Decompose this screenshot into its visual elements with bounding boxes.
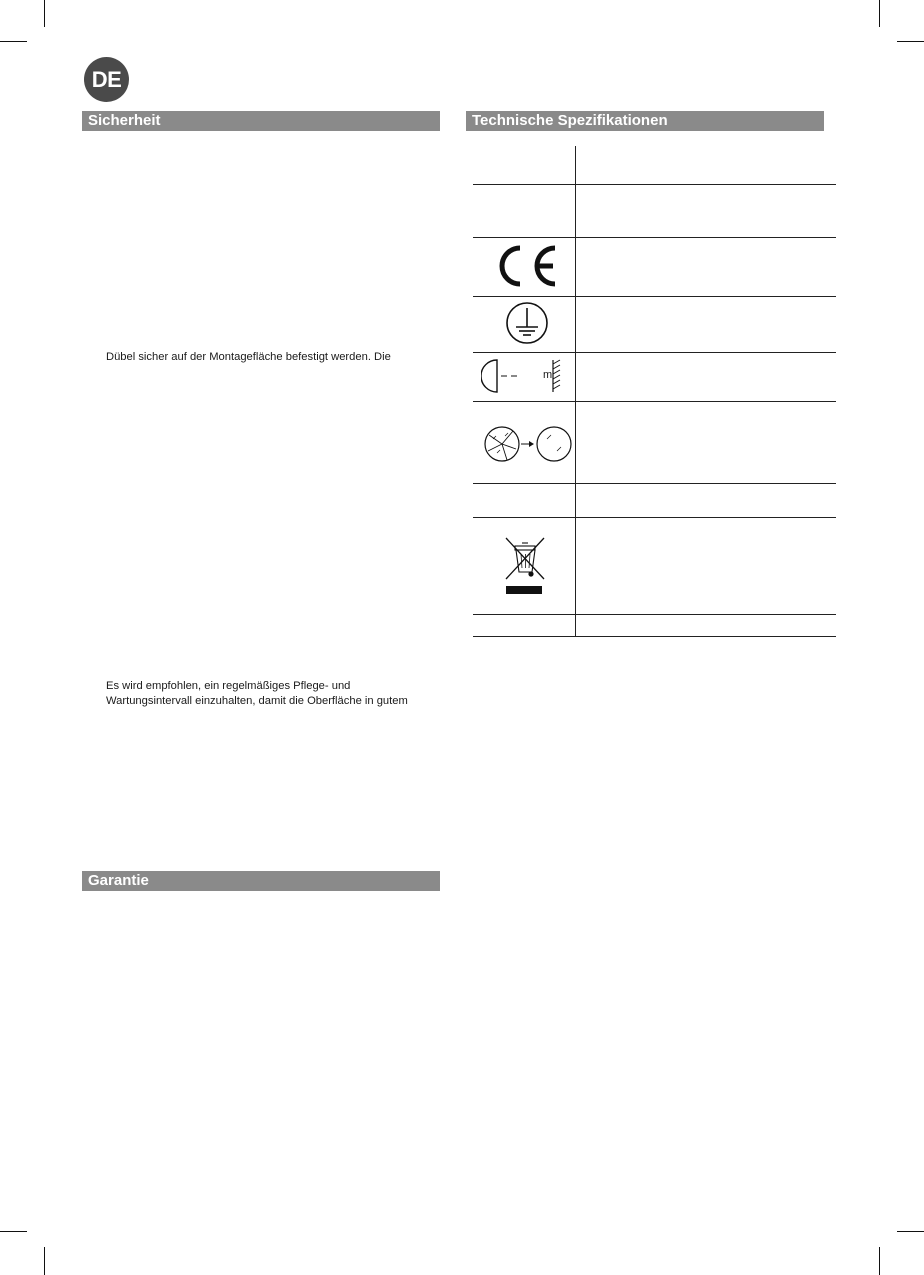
crop-mark bbox=[897, 41, 924, 42]
spec-row-separator bbox=[473, 401, 836, 402]
spec-table-divider bbox=[575, 146, 576, 637]
weee-bin-icon bbox=[502, 532, 550, 598]
spec-row-separator bbox=[473, 237, 836, 238]
spec-row-separator bbox=[473, 184, 836, 185]
distance-unit-label: m bbox=[543, 369, 553, 381]
maintenance-paragraph-line-1: Es wird empfohlen, ein regelmäßiges Pflege- und bbox=[106, 680, 351, 692]
spec-row-separator bbox=[473, 483, 836, 484]
protective-earth-icon bbox=[504, 300, 550, 346]
ce-mark-icon bbox=[490, 243, 560, 289]
section-header-safety: Sicherheit bbox=[82, 111, 440, 131]
crop-mark bbox=[879, 1247, 880, 1275]
spec-row-separator bbox=[473, 352, 836, 353]
crop-mark bbox=[0, 41, 27, 42]
crop-mark bbox=[0, 1231, 27, 1232]
maintenance-paragraph-line-2: Wartungsintervall einzuhalten, damit die Oberfläche in gutem bbox=[106, 695, 408, 707]
spec-row-separator bbox=[473, 614, 836, 615]
section-header-specs: Technische Spezifikationen bbox=[466, 111, 824, 131]
distance-lamp-icon bbox=[481, 356, 569, 396]
crop-mark bbox=[44, 0, 45, 27]
crop-mark bbox=[897, 1231, 924, 1232]
crop-mark bbox=[44, 1247, 45, 1275]
section-header-warranty: Garantie bbox=[82, 871, 440, 891]
spec-row-separator bbox=[473, 517, 836, 518]
spec-row-separator bbox=[473, 296, 836, 297]
spec-row-separator bbox=[473, 636, 836, 637]
crop-mark bbox=[879, 0, 880, 27]
language-badge: DE bbox=[84, 57, 129, 102]
glass-protection-icon bbox=[483, 421, 573, 467]
safety-paragraph-line: Dübel sicher auf der Montagefläche befestigt werden. Die bbox=[106, 351, 391, 363]
